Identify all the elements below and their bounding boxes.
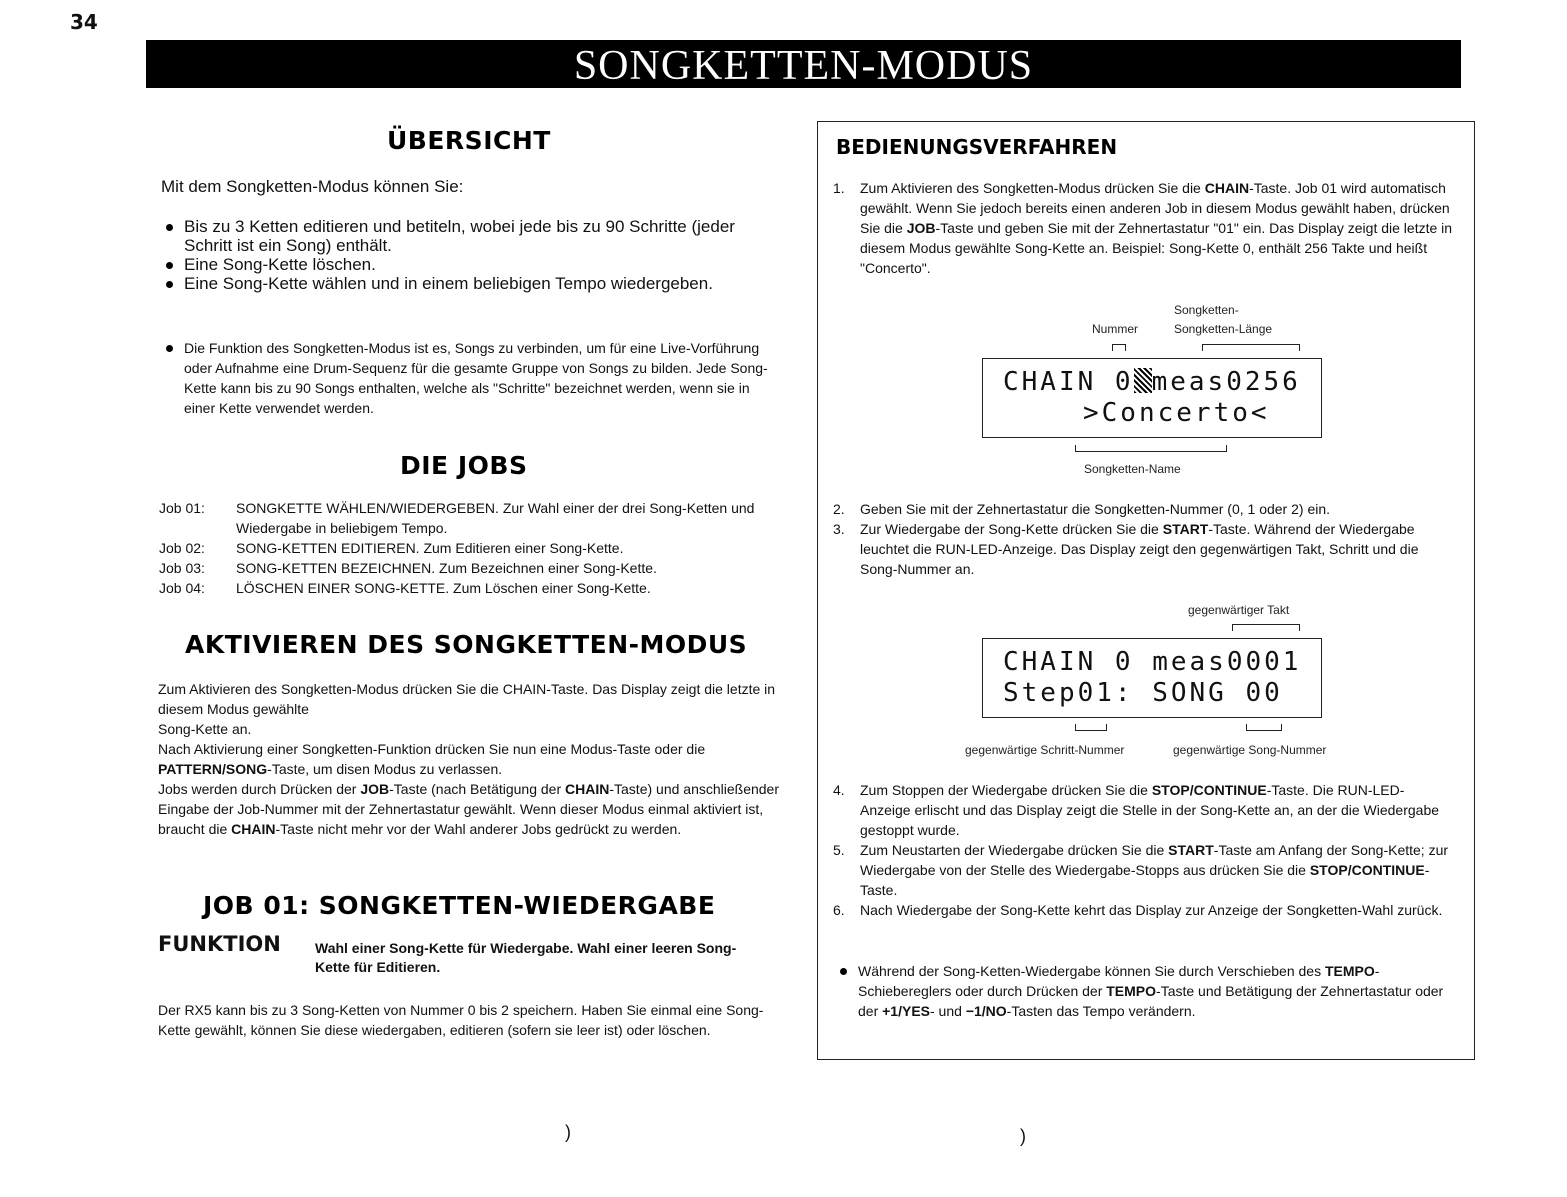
heading-bedienungsverfahren: BEDIENUNGSVERFAHREN (836, 135, 1118, 159)
heading-uebersicht: ÜBERSICHT (387, 126, 551, 155)
bracket (1075, 724, 1107, 731)
aktivieren-body: Zum Aktivieren des Songketten-Modus drücken Sie die CHAIN-Taste. Das Display zeigt die letzte in diesem Modus gewählte Song-Kette an. Nach Aktivierung einer Songketten-Funktion drücken Sie nun eine Modus-Taste oder die PATTERN/SONG-Taste, um disen Modus zu verlassen. Jobs werden durch Drücken der JOB-Taste (nach Betätigung der CHAIN-Taste) und anschließender Eingabe der Job-Nummer mit der Zehnertastatur gewählt. Wenn dieser Modus einmal aktiviert ist, braucht die CHAIN-Taste nicht mehr vor der Wahl anderer Jobs gedrückt zu werden. (158, 681, 780, 837)
table-row: Job 01: SONGKETTE WÄHLEN/WIEDERGEBEN. Zur Wahl einer der drei Song-Ketten und Wiedergabe in beliebigem Tempo. (159, 500, 755, 536)
bracket (1075, 445, 1227, 452)
label-schritt-nummer: gegenwärtige Schritt-Nummer (965, 743, 1125, 757)
list-item: Während der Song-Ketten-Wiedergabe können Sie durch Verschieben des TEMPO-Schiebereglers oder durch Drücken der TEMPO-Taste und Betätigung der Zehnertastatur oder der +1/YES- und −1/NO-Tasten das Tempo verändern. (840, 961, 1455, 1021)
jobs-list (159, 498, 759, 598)
footer-mark: ) (565, 1122, 571, 1142)
step-list-3 (833, 780, 1453, 920)
tempo-note (840, 961, 1455, 1021)
list-item: Bis zu 3 Ketten editieren und betiteln, wobei jede bis zu 90 Schritte (jeder Schritt ist ein Song) enthält. (166, 217, 786, 255)
page-number: 34 (70, 10, 98, 34)
list-item: 1. Zum Aktivieren des Songketten-Modus drücken Sie die CHAIN-Taste. Job 01 wird automatisch gewählt. Wenn Sie jedoch bereits einen anderen Job in diesem Modus gewählt haben, drücken Sie die JOB-Taste und geben Sie mit der Zehnertastatur "01" ein. Das Display zeigt die letzte in diesem Modus gewählte Song-Kette an. Beispiel: Song-Kette 0, enthält 256 Takte und heißt "Concerto". (833, 180, 1453, 276)
uebersicht-intro: Mit dem Songketten-Modus können Sie: (161, 177, 464, 196)
list-item: Eine Song-Kette wählen und in einem beliebigen Tempo wiedergeben. (166, 274, 786, 293)
list-item: 5. Zum Neustarten der Wiedergabe drücken Sie die START-Taste am Anfang der Song-Kette; zur Wiedergabe von der Stelle des Wiedergabe-Stopps aus drücken Sie die STOP/CONTINUE-Taste. (833, 842, 1449, 898)
list-item: 6. Nach Wiedergabe der Song-Kette kehrt das Display zur Anzeige der Songketten-Wahl zurück. (833, 902, 1443, 918)
table-row: Job 04: LÖSCHEN EINER SONG-KETTE. Zum Löschen einer Song-Kette. (159, 580, 651, 596)
footer-mark: ) (1020, 1126, 1026, 1146)
heading-die-jobs: DIE JOBS (400, 451, 528, 480)
heading-job01: JOB 01: SONGKETTEN-WIEDERGABE (203, 891, 716, 920)
lcd-display-1: CHAIN 0 meas0256 >Concerto< (982, 358, 1322, 438)
uebersicht-bullets (166, 217, 786, 293)
cursor-block (1134, 368, 1152, 393)
funktion-label: FUNKTION (158, 932, 281, 956)
label-song-nummer: gegenwärtige Song-Nummer (1173, 743, 1327, 757)
step-list-2 (833, 499, 1453, 579)
table-row: Job 02: SONG-KETTEN EDITIEREN. Zum Editieren einer Song-Kette. (159, 540, 624, 556)
lcd-display-2: CHAIN 0 meas0001 Step01: SONG 00 (982, 638, 1322, 718)
bracket (1112, 344, 1126, 351)
label-songketten-laenge: Songketten-Länge (1174, 322, 1273, 336)
list-item: 2. Geben Sie mit der Zehnertastatur die Songketten-Nummer (0, 1 oder 2) ein. (833, 501, 1331, 517)
list-item: Eine Song-Kette löschen. (166, 255, 786, 274)
table-row: Job 03: SONG-KETTEN BEZEICHNEN. Zum Bezeichnen einer Song-Kette. (159, 560, 657, 576)
job01-body: Der RX5 kann bis zu 3 Song-Ketten von Nummer 0 bis 2 speichern. Haben Sie einmal eine Song-Kette gewählt, können Sie diese wiedergaben, editieren (sofern sie leer ist) oder löschen. (158, 1002, 764, 1038)
label-nummer: Nummer (1092, 322, 1139, 336)
page-title-banner: SONGKETTEN-MODUS (146, 40, 1461, 88)
list-item: 3. Zur Wiedergabe der Song-Kette drücken Sie die START-Taste. Während der Wiedergabe leuchtet die RUN-LED-Anzeige. Das Display zeigt den gegenwärtigen Takt, Schritt und die Song-Nummer an. (833, 521, 1419, 577)
uebersicht-note (166, 338, 782, 418)
bracket (1202, 344, 1300, 351)
label-songketten-name: Songketten-Name (1084, 462, 1181, 476)
list-item: 4. Zum Stoppen der Wiedergabe drücken Sie die STOP/CONTINUE-Taste. Die RUN-LED-Anzeige erlischt und das Display zeigt die Stelle in der Song-Kette an, an der die Wiedergabe gestoppt wurde. (833, 782, 1440, 838)
label-songketten: Songketten- (1174, 303, 1239, 317)
bracket (1246, 724, 1282, 731)
label-takt: gegenwärtiger Takt (1188, 603, 1290, 617)
heading-aktivieren: AKTIVIEREN DES SONGKETTEN-MODUS (185, 630, 748, 659)
list-item: Die Funktion des Songketten-Modus ist es, Songs zu verbinden, um für eine Live-Vorführung oder Aufnahme eine Drum-Sequenz für die gesamte Gruppe von Songs zu bilden. Jede Song-Kette kann bis zu 90 Songs enthalten, welche als "Schritte" bezeichnet werden, wenn sie in einer Kette verwendet werden. (166, 338, 782, 418)
funktion-description: Wahl einer Song-Kette für Wiedergabe. Wahl einer leeren Song-Kette für Editieren. (315, 940, 737, 975)
step-list-1 (833, 178, 1453, 278)
bracket (1232, 624, 1300, 631)
